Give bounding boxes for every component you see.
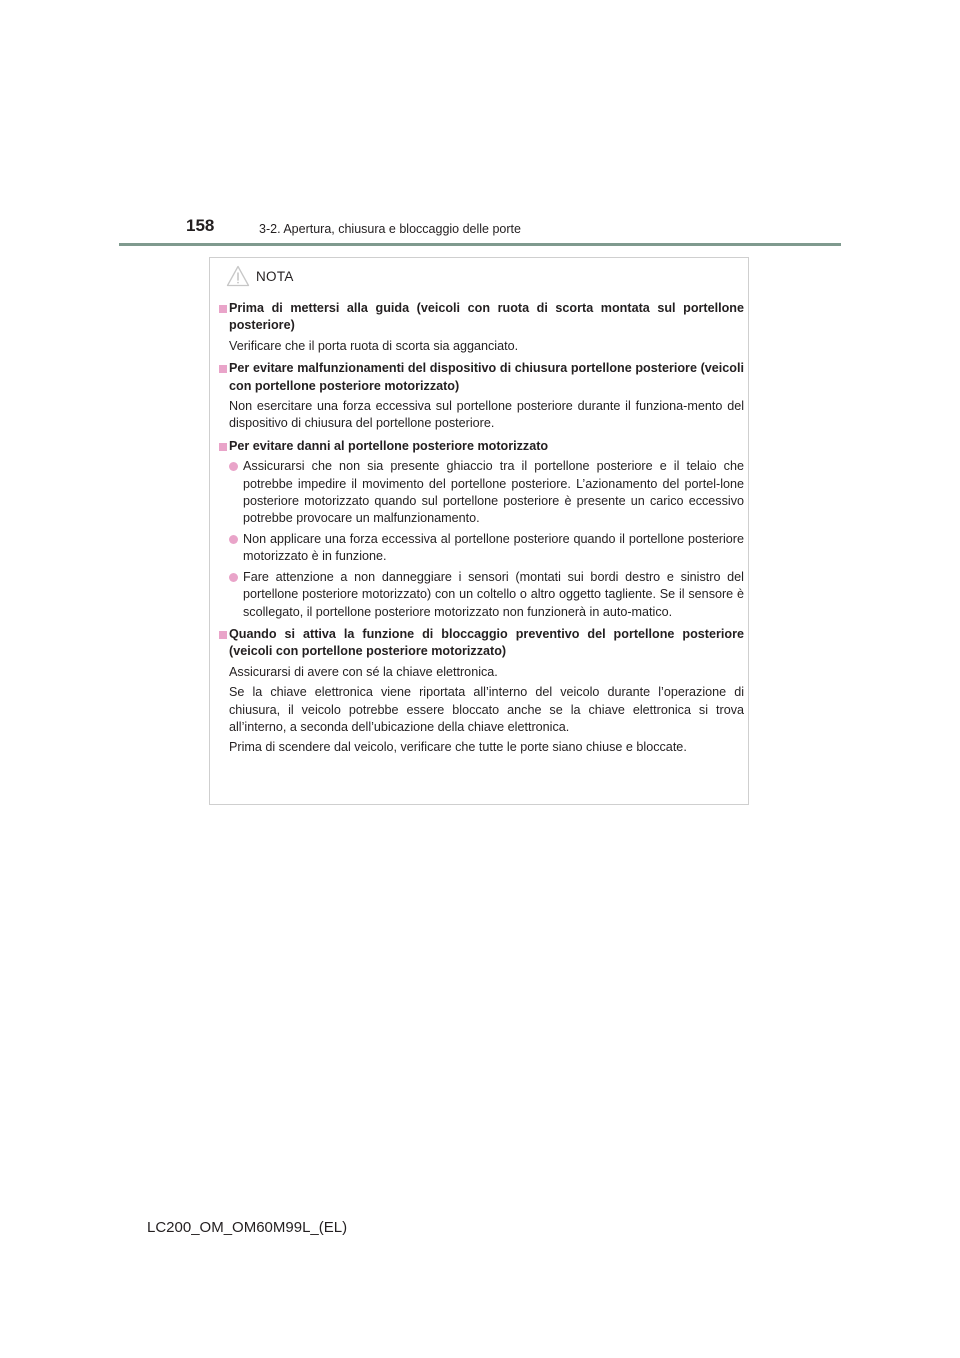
- square-bullet-icon: [219, 443, 227, 451]
- note-topic: [219, 438, 744, 621]
- topic-paragraph: Verificare che il porta ruota di scorta sia agganciato.: [229, 338, 519, 353]
- note-topic: [219, 300, 744, 355]
- list-item: [219, 458, 744, 528]
- list-item-text: Non applicare una forza eccessiva al portellone posteriore quando il portellone posteriore motorizzato è in funzione.: [243, 531, 744, 564]
- note-title: NOTA: [256, 268, 294, 284]
- topic-heading-text: Per evitare malfunzionamenti del dispositivo di chiusura portellone posteriore (veicoli con portellone posteriore motorizzato): [229, 361, 744, 393]
- topic-heading-text: Per evitare danni al portellone posteriore motorizzato: [229, 438, 549, 453]
- topic-heading: [219, 360, 744, 395]
- list-item-text: Assicurarsi che non sia presente ghiaccio tra il portellone posteriore e il telaio che potrebbe impedire il movimento del portellone posteriore. L’azionamento del portel-lone posteriore motorizzato quando sul portellone posteriore è presente un carico eccessivo potrebbe provocare un malfunzionamento.: [243, 459, 744, 526]
- warning-triangle-icon: [226, 265, 250, 287]
- note-content: [219, 300, 744, 757]
- topic-paragraph: Assicurarsi di avere con sé la chiave elettronica.: [229, 664, 498, 679]
- round-bullet-icon: [229, 462, 238, 471]
- note-topic: [219, 626, 744, 757]
- list-item-text: Fare attenzione a non danneggiare i sensori (montati sui bordi destro e sinistro del portellone posteriore motorizzato) con un coltello o altro oggetto tagliente. Se il sensore è scollegato, il portellone posteriore motorizzato non funzionerà in auto-matico.: [243, 569, 744, 619]
- footer-document-code: LC200_OM_OM60M99L_(EL): [147, 1219, 348, 1236]
- round-bullet-icon: [229, 535, 238, 544]
- topic-heading: [219, 626, 744, 661]
- page-number: 158: [186, 216, 215, 235]
- round-bullet-icon: [229, 573, 238, 582]
- list-item: [219, 531, 744, 566]
- topic-heading: [219, 300, 744, 335]
- topic-paragraph: Se la chiave elettronica viene riportata all’interno del veicolo durante l’operazione di chiusura, il veicolo potrebbe essere bloccato anche se la chiave elettronica si trova all’interno, a seconda dell’ubicazione della chiave elettronica.: [229, 685, 744, 734]
- note-topic: [219, 360, 744, 433]
- note-box: [209, 257, 749, 805]
- square-bullet-icon: [219, 631, 227, 639]
- bullet-list: [219, 458, 744, 621]
- topic-heading-text: Quando si attiva la funzione di bloccaggio preventivo del portellone posteriore (veicoli con portellone posteriore motorizzato): [229, 626, 744, 659]
- topic-heading-text: Prima di mettersi alla guida (veicoli con ruota di scorta montata sul portellone posteriore): [229, 301, 744, 333]
- header-rule: [119, 243, 841, 246]
- topic-paragraph: Non esercitare una forza eccessiva sul portellone posteriore durante il funziona-mento del dispositivo di chiusura del portellone posteriore.: [229, 399, 744, 431]
- list-item: [219, 569, 744, 621]
- square-bullet-icon: [219, 365, 227, 373]
- topic-heading: [219, 438, 744, 455]
- section-title: 3-2. Apertura, chiusura e bloccaggio delle porte: [259, 222, 521, 236]
- square-bullet-icon: [219, 305, 227, 313]
- note-header: [226, 262, 294, 290]
- topic-paragraph: Prima di scendere dal veicolo, verificare che tutte le porte siano chiuse e bloccate.: [229, 740, 687, 755]
